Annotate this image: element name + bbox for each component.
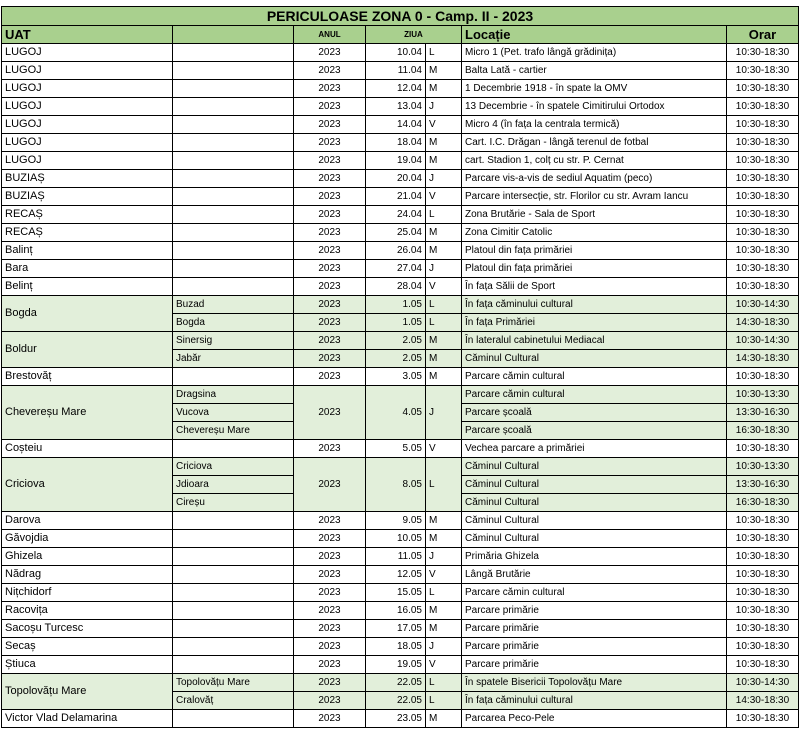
cell-zi: M xyxy=(426,710,462,728)
cell-uat: LUGOJ xyxy=(2,44,173,62)
cell-locatie: Micro 4 (în fața la centrala termică) xyxy=(462,116,727,134)
cell-ziua: 1.05 xyxy=(366,296,426,314)
cell-sat xyxy=(173,638,294,656)
cell-zi: L xyxy=(426,692,462,710)
cell-locatie: În fața Sălii de Sport xyxy=(462,278,727,296)
cell-zi: J xyxy=(426,98,462,116)
cell-orar: 16:30-18:30 xyxy=(727,422,799,440)
cell-ziua: 2.05 xyxy=(366,350,426,368)
cell-anul: 2023 xyxy=(294,296,366,314)
cell-ziua: 26.04 xyxy=(366,242,426,260)
cell-sat xyxy=(173,548,294,566)
table-row xyxy=(2,512,799,530)
cell-sat xyxy=(173,242,294,260)
cell-sat xyxy=(173,152,294,170)
table-row xyxy=(2,98,799,116)
cell-ziua: 14.04 xyxy=(366,116,426,134)
cell-zi: L xyxy=(426,44,462,62)
cell-sat xyxy=(173,80,294,98)
cell-orar: 10:30-18:30 xyxy=(727,620,799,638)
cell-sat xyxy=(173,188,294,206)
cell-orar: 10:30-14:30 xyxy=(727,674,799,692)
cell-orar: 10:30-13:30 xyxy=(727,386,799,404)
cell-locatie: Parcare primărie xyxy=(462,656,727,674)
cell-ziua: 22.05 xyxy=(366,674,426,692)
cell-sat: Cralovăț xyxy=(173,692,294,710)
header-uat: UAT xyxy=(2,26,173,44)
cell-ziua: 2.05 xyxy=(366,332,426,350)
cell-ziua: 12.05 xyxy=(366,566,426,584)
table-row xyxy=(2,296,799,314)
cell-uat: RECAȘ xyxy=(2,206,173,224)
cell-ziua: 13.04 xyxy=(366,98,426,116)
cell-uat: LUGOJ xyxy=(2,98,173,116)
cell-orar: 10:30-14:30 xyxy=(727,332,799,350)
cell-anul: 2023 xyxy=(294,458,366,512)
cell-ziua: 8.05 xyxy=(366,458,426,512)
cell-ziua: 4.05 xyxy=(366,386,426,440)
cell-locatie: Zona Brutărie - Sala de Sport xyxy=(462,206,727,224)
cell-zi: M xyxy=(426,368,462,386)
cell-orar: 14:30-18:30 xyxy=(727,314,799,332)
table-row xyxy=(2,674,799,692)
cell-zi: L xyxy=(426,296,462,314)
cell-anul: 2023 xyxy=(294,548,366,566)
cell-anul: 2023 xyxy=(294,512,366,530)
cell-zi: L xyxy=(426,674,462,692)
cell-anul: 2023 xyxy=(294,674,366,692)
cell-orar: 13:30-16:30 xyxy=(727,476,799,494)
cell-orar: 14:30-18:30 xyxy=(727,692,799,710)
cell-uat: Sacoșu Turcesc xyxy=(2,620,173,638)
cell-uat: BUZIAȘ xyxy=(2,170,173,188)
cell-ziua: 5.05 xyxy=(366,440,426,458)
cell-locatie: În fața Primăriei xyxy=(462,314,727,332)
cell-locatie: Parcare primărie xyxy=(462,638,727,656)
cell-zi: L xyxy=(426,206,462,224)
header-sat xyxy=(173,26,294,44)
cell-ziua: 17.05 xyxy=(366,620,426,638)
cell-uat: Bara xyxy=(2,260,173,278)
cell-ziua: 11.05 xyxy=(366,548,426,566)
cell-orar: 10:30-18:30 xyxy=(727,530,799,548)
cell-locatie: Balta Lată - cartier xyxy=(462,62,727,80)
cell-sat: Chevereșu Mare xyxy=(173,422,294,440)
cell-zi: V xyxy=(426,566,462,584)
cell-uat: Topolovățu Mare xyxy=(2,674,173,710)
cell-anul: 2023 xyxy=(294,224,366,242)
cell-uat: Brestovăț xyxy=(2,368,173,386)
cell-sat xyxy=(173,98,294,116)
table-row xyxy=(2,602,799,620)
cell-zi: J xyxy=(426,548,462,566)
cell-uat: Chevereșu Mare xyxy=(2,386,173,440)
cell-zi: J xyxy=(426,386,462,440)
cell-sat xyxy=(173,44,294,62)
cell-zi: M xyxy=(426,242,462,260)
cell-zi: M xyxy=(426,80,462,98)
header-locatie: Locație xyxy=(462,26,727,44)
cell-sat xyxy=(173,224,294,242)
title-row xyxy=(2,7,799,26)
cell-sat xyxy=(173,440,294,458)
cell-locatie: În spatele Bisericii Topolovățu Mare xyxy=(462,674,727,692)
cell-anul: 2023 xyxy=(294,440,366,458)
cell-locatie: Căminul Cultural xyxy=(462,350,727,368)
cell-locatie: 13 Decembrie - în spatele Cimitirului Ortodox xyxy=(462,98,727,116)
cell-orar: 10:30-18:30 xyxy=(727,638,799,656)
cell-locatie: Parcare cămin cultural xyxy=(462,584,727,602)
cell-ziua: 21.04 xyxy=(366,188,426,206)
table-row xyxy=(2,260,799,278)
cell-zi: M xyxy=(426,620,462,638)
cell-anul: 2023 xyxy=(294,566,366,584)
cell-locatie: 1 Decembrie 1918 - în spate la OMV xyxy=(462,80,727,98)
cell-sat: Topolovățu Mare xyxy=(173,674,294,692)
cell-anul: 2023 xyxy=(294,80,366,98)
table-row xyxy=(2,116,799,134)
cell-locatie: Parcare primărie xyxy=(462,602,727,620)
table-row xyxy=(2,44,799,62)
cell-locatie: În fața căminului cultural xyxy=(462,296,727,314)
cell-sat xyxy=(173,278,294,296)
cell-orar: 10:30-18:30 xyxy=(727,566,799,584)
cell-zi: M xyxy=(426,224,462,242)
cell-ziua: 20.04 xyxy=(366,170,426,188)
cell-sat xyxy=(173,530,294,548)
cell-anul: 2023 xyxy=(294,656,366,674)
cell-orar: 13:30-16:30 xyxy=(727,404,799,422)
cell-uat: Belinț xyxy=(2,278,173,296)
cell-ziua: 3.05 xyxy=(366,368,426,386)
cell-orar: 10:30-18:30 xyxy=(727,440,799,458)
cell-locatie: Platoul din fața primăriei xyxy=(462,260,727,278)
cell-ziua: 15.05 xyxy=(366,584,426,602)
cell-sat xyxy=(173,584,294,602)
cell-zi: V xyxy=(426,188,462,206)
cell-sat xyxy=(173,62,294,80)
table-row xyxy=(2,206,799,224)
cell-locatie: În lateralul cabinetului Mediacal xyxy=(462,332,727,350)
cell-locatie: În fața căminului cultural xyxy=(462,692,727,710)
cell-locatie: Căminul Cultural xyxy=(462,512,727,530)
cell-orar: 10:30-13:30 xyxy=(727,458,799,476)
cell-uat: Darova xyxy=(2,512,173,530)
cell-locatie: Platoul din fața primăriei xyxy=(462,242,727,260)
cell-uat: LUGOJ xyxy=(2,80,173,98)
cell-anul: 2023 xyxy=(294,386,366,440)
table-row xyxy=(2,638,799,656)
cell-sat xyxy=(173,656,294,674)
cell-anul: 2023 xyxy=(294,260,366,278)
cell-sat xyxy=(173,134,294,152)
header-orar: Orar xyxy=(727,26,799,44)
cell-anul: 2023 xyxy=(294,134,366,152)
cell-locatie: Parcarea Peco-Pele xyxy=(462,710,727,728)
table-row xyxy=(2,386,799,404)
cell-zi: J xyxy=(426,260,462,278)
cell-uat: LUGOJ xyxy=(2,134,173,152)
cell-anul: 2023 xyxy=(294,188,366,206)
cell-zi: M xyxy=(426,530,462,548)
table-row xyxy=(2,440,799,458)
cell-anul: 2023 xyxy=(294,242,366,260)
cell-anul: 2023 xyxy=(294,170,366,188)
cell-uat: Racovița xyxy=(2,602,173,620)
cell-zi: J xyxy=(426,170,462,188)
cell-anul: 2023 xyxy=(294,620,366,638)
table-row xyxy=(2,152,799,170)
cell-anul: 2023 xyxy=(294,368,366,386)
cell-zi: M xyxy=(426,152,462,170)
table-row xyxy=(2,530,799,548)
table-row xyxy=(2,332,799,350)
cell-uat: Boldur xyxy=(2,332,173,368)
cell-locatie: Cart. I.C. Drăgan - lângă terenul de fotbal xyxy=(462,134,727,152)
cell-sat xyxy=(173,368,294,386)
cell-zi: V xyxy=(426,116,462,134)
cell-orar: 10:30-18:30 xyxy=(727,368,799,386)
cell-sat xyxy=(173,116,294,134)
header-row xyxy=(2,26,799,44)
cell-locatie: Zona Cimitir Catolic xyxy=(462,224,727,242)
cell-orar: 10:30-18:30 xyxy=(727,710,799,728)
cell-anul: 2023 xyxy=(294,602,366,620)
cell-orar: 10:30-18:30 xyxy=(727,62,799,80)
cell-orar: 10:30-18:30 xyxy=(727,134,799,152)
cell-sat xyxy=(173,566,294,584)
sheet-title: PERICULOASE ZONA 0 - Camp. II - 2023 xyxy=(2,7,799,26)
cell-sat xyxy=(173,170,294,188)
header-ziua: ZIUA xyxy=(366,26,462,44)
table-row xyxy=(2,548,799,566)
cell-orar: 10:30-18:30 xyxy=(727,512,799,530)
cell-zi: M xyxy=(426,134,462,152)
cell-anul: 2023 xyxy=(294,350,366,368)
cell-locatie: Lângă Brutărie xyxy=(462,566,727,584)
table-row xyxy=(2,224,799,242)
table-row xyxy=(2,134,799,152)
cell-zi: M xyxy=(426,512,462,530)
cell-locatie: Căminul Cultural xyxy=(462,494,727,512)
cell-uat: LUGOJ xyxy=(2,116,173,134)
cell-sat: Buzad xyxy=(173,296,294,314)
cell-uat: Balinț xyxy=(2,242,173,260)
table-row xyxy=(2,278,799,296)
cell-anul: 2023 xyxy=(294,116,366,134)
cell-orar: 16:30-18:30 xyxy=(727,494,799,512)
cell-ziua: 12.04 xyxy=(366,80,426,98)
cell-orar: 10:30-18:30 xyxy=(727,80,799,98)
cell-anul: 2023 xyxy=(294,692,366,710)
cell-locatie: Parcare intersecție, str. Florilor cu str. Avram Iancu xyxy=(462,188,727,206)
cell-orar: 10:30-18:30 xyxy=(727,656,799,674)
cell-ziua: 10.04 xyxy=(366,44,426,62)
cell-orar: 10:30-18:30 xyxy=(727,278,799,296)
cell-sat: Cireșu xyxy=(173,494,294,512)
cell-uat: Știuca xyxy=(2,656,173,674)
cell-uat: Nițchidorf xyxy=(2,584,173,602)
cell-zi: M xyxy=(426,62,462,80)
cell-orar: 10:30-18:30 xyxy=(727,44,799,62)
cell-zi: V xyxy=(426,440,462,458)
cell-orar: 10:30-18:30 xyxy=(727,206,799,224)
cell-orar: 10:30-18:30 xyxy=(727,152,799,170)
cell-ziua: 18.05 xyxy=(366,638,426,656)
cell-orar: 10:30-18:30 xyxy=(727,584,799,602)
cell-anul: 2023 xyxy=(294,314,366,332)
cell-uat: BUZIAȘ xyxy=(2,188,173,206)
cell-sat: Vucova xyxy=(173,404,294,422)
cell-orar: 10:30-18:30 xyxy=(727,548,799,566)
cell-zi: M xyxy=(426,332,462,350)
cell-anul: 2023 xyxy=(294,62,366,80)
cell-uat: Victor Vlad Delamarina xyxy=(2,710,173,728)
cell-orar: 10:30-18:30 xyxy=(727,242,799,260)
cell-uat: LUGOJ xyxy=(2,152,173,170)
cell-sat xyxy=(173,602,294,620)
cell-uat: Bogda xyxy=(2,296,173,332)
cell-zi: M xyxy=(426,350,462,368)
cell-uat: Criciova xyxy=(2,458,173,512)
schedule-table xyxy=(1,6,799,728)
cell-ziua: 19.04 xyxy=(366,152,426,170)
cell-sat xyxy=(173,206,294,224)
cell-ziua: 19.05 xyxy=(366,656,426,674)
cell-ziua: 9.05 xyxy=(366,512,426,530)
cell-uat: Găvojdia xyxy=(2,530,173,548)
cell-locatie: Parcare școală xyxy=(462,404,727,422)
cell-locatie: Primăria Ghizela xyxy=(462,548,727,566)
cell-sat: Bogda xyxy=(173,314,294,332)
cell-locatie: Parcare școală xyxy=(462,422,727,440)
cell-locatie: Parcare primărie xyxy=(462,620,727,638)
cell-anul: 2023 xyxy=(294,206,366,224)
cell-anul: 2023 xyxy=(294,332,366,350)
table-row xyxy=(2,242,799,260)
cell-orar: 10:30-18:30 xyxy=(727,116,799,134)
cell-zi: L xyxy=(426,584,462,602)
cell-sat xyxy=(173,710,294,728)
cell-locatie: Parcare vis-a-vis de sediul Aquatim (peco) xyxy=(462,170,727,188)
cell-uat: LUGOJ xyxy=(2,62,173,80)
cell-ziua: 28.04 xyxy=(366,278,426,296)
table-row xyxy=(2,80,799,98)
cell-sat: Jdioara xyxy=(173,476,294,494)
cell-orar: 10:30-18:30 xyxy=(727,224,799,242)
cell-locatie: cart. Stadion 1, colț cu str. P. Cernat xyxy=(462,152,727,170)
cell-ziua: 23.05 xyxy=(366,710,426,728)
cell-uat: Secaș xyxy=(2,638,173,656)
cell-zi: L xyxy=(426,314,462,332)
cell-ziua: 24.04 xyxy=(366,206,426,224)
table-row xyxy=(2,566,799,584)
cell-orar: 10:30-18:30 xyxy=(727,170,799,188)
cell-orar: 10:30-14:30 xyxy=(727,296,799,314)
cell-locatie: Căminul Cultural xyxy=(462,530,727,548)
cell-orar: 10:30-18:30 xyxy=(727,602,799,620)
cell-ziua: 10.05 xyxy=(366,530,426,548)
table-row xyxy=(2,62,799,80)
cell-locatie: Vechea parcare a primăriei xyxy=(462,440,727,458)
cell-anul: 2023 xyxy=(294,44,366,62)
cell-zi: J xyxy=(426,638,462,656)
cell-uat: Nădrag xyxy=(2,566,173,584)
cell-sat xyxy=(173,620,294,638)
cell-sat xyxy=(173,512,294,530)
cell-zi: V xyxy=(426,278,462,296)
table-row xyxy=(2,656,799,674)
table-row xyxy=(2,368,799,386)
cell-anul: 2023 xyxy=(294,710,366,728)
cell-anul: 2023 xyxy=(294,98,366,116)
cell-orar: 10:30-18:30 xyxy=(727,188,799,206)
table-row xyxy=(2,458,799,476)
table-row xyxy=(2,710,799,728)
cell-uat: Ghizela xyxy=(2,548,173,566)
header-anul: ANUL xyxy=(294,26,366,44)
cell-orar: 10:30-18:30 xyxy=(727,260,799,278)
cell-sat: Sinersig xyxy=(173,332,294,350)
cell-anul: 2023 xyxy=(294,584,366,602)
cell-ziua: 27.04 xyxy=(366,260,426,278)
table-row xyxy=(2,620,799,638)
cell-ziua: 18.04 xyxy=(366,134,426,152)
table-row xyxy=(2,188,799,206)
cell-sat: Dragsina xyxy=(173,386,294,404)
cell-locatie: Căminul Cultural xyxy=(462,458,727,476)
cell-zi: L xyxy=(426,458,462,512)
cell-zi: V xyxy=(426,656,462,674)
cell-locatie: Căminul Cultural xyxy=(462,476,727,494)
cell-sat: Jabăr xyxy=(173,350,294,368)
cell-anul: 2023 xyxy=(294,152,366,170)
cell-ziua: 1.05 xyxy=(366,314,426,332)
cell-uat: Coșteiu xyxy=(2,440,173,458)
cell-ziua: 22.05 xyxy=(366,692,426,710)
cell-anul: 2023 xyxy=(294,530,366,548)
cell-ziua: 11.04 xyxy=(366,62,426,80)
cell-anul: 2023 xyxy=(294,278,366,296)
cell-sat: Criciova xyxy=(173,458,294,476)
cell-orar: 14:30-18:30 xyxy=(727,350,799,368)
cell-anul: 2023 xyxy=(294,638,366,656)
cell-locatie: Parcare cămin cultural xyxy=(462,386,727,404)
cell-uat: RECAȘ xyxy=(2,224,173,242)
cell-locatie: Micro 1 (Pet. trafo lângă grădinița) xyxy=(462,44,727,62)
cell-ziua: 25.04 xyxy=(366,224,426,242)
table-row xyxy=(2,584,799,602)
table-row xyxy=(2,170,799,188)
cell-locatie: Parcare cămin cultural xyxy=(462,368,727,386)
cell-zi: M xyxy=(426,602,462,620)
cell-orar: 10:30-18:30 xyxy=(727,98,799,116)
cell-ziua: 16.05 xyxy=(366,602,426,620)
cell-sat xyxy=(173,260,294,278)
